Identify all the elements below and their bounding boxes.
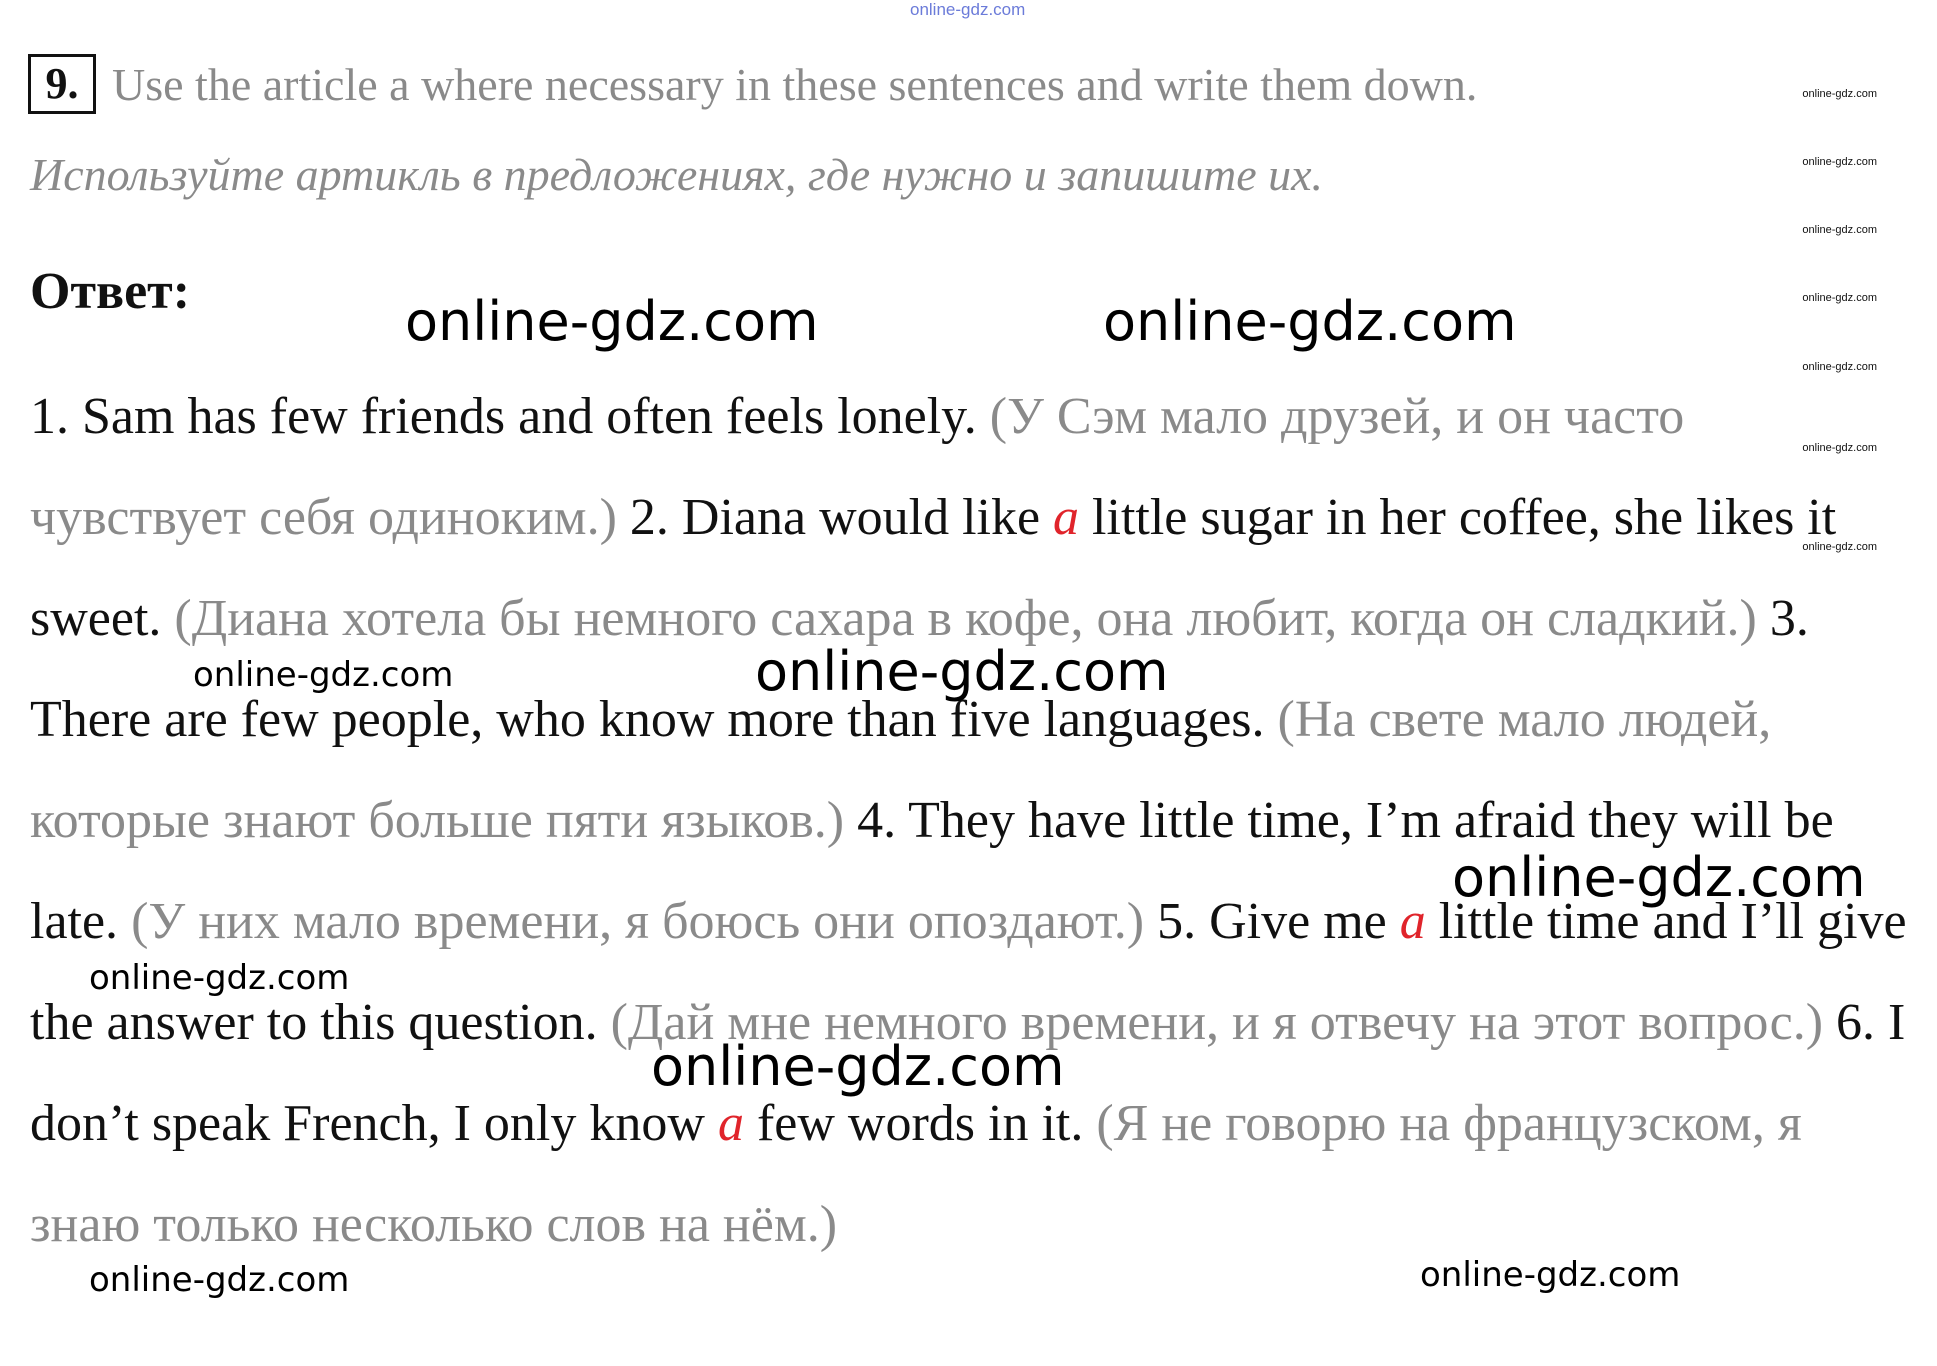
answer-english: 6. I don’t speak French, I only know (30, 994, 1906, 1152)
watermark: online-gdz.com (1802, 156, 1877, 168)
task-header (28, 52, 1477, 116)
answer-russian: (На свете мало людей, которые знают больше пяти языков.) (30, 691, 1772, 849)
watermark: online-gdz.com (1802, 361, 1877, 373)
answer-russian: (Дай мне немного времени, и я отвечу на этот вопрос.) (610, 994, 1824, 1051)
answer-english: few words in it. (743, 1095, 1097, 1152)
watermark: online-gdz.com (1802, 224, 1877, 236)
answer-article: a (1399, 893, 1426, 950)
watermark: online-gdz.com (1802, 292, 1877, 304)
watermark: online-gdz.com (1802, 541, 1877, 553)
watermark: online-gdz.com (89, 958, 350, 998)
answer-russian: (Я не говорю на французском, я знаю только несколько слов на нём.) (30, 1095, 1802, 1253)
answer-english: 1. Sam has few friends and often feels lonely. (30, 388, 990, 445)
watermark: online-gdz.com (651, 1035, 1065, 1098)
answer-label: Ответ: (30, 263, 191, 320)
answer-english: 4. They have little time, I’m afraid they will be late. (30, 792, 1834, 950)
answer-english: little sugar in her coffee, she likes it sweet. (30, 489, 1837, 647)
watermark: online-gdz.com (193, 655, 454, 695)
watermark: online-gdz.com (1802, 442, 1877, 454)
watermark: online-gdz.com (1452, 846, 1866, 909)
task-translation: Используйте артикль в предложениях, где нужно и запишите их. (30, 149, 1324, 200)
watermark: online-gdz.com (1802, 88, 1877, 100)
task-instruction: Use the article a where necessary in these sentences and write them down. (112, 58, 1478, 110)
answer-russian: (У них мало времени, я боюсь они опоздают.) (131, 893, 1145, 950)
answer-english: 3. There are few people, who know more than five languages. (30, 590, 1809, 748)
task-number: 9. (28, 54, 96, 114)
answer-text (30, 366, 1910, 1275)
top-watermark: online-gdz.com (910, 0, 1026, 19)
answer-english: 2. Diana would like (616, 489, 1054, 546)
answer-english: little time and I’ll give the answer to this question. (30, 893, 1907, 1051)
watermark: online-gdz.com (1103, 290, 1517, 353)
watermark: online-gdz.com (405, 290, 819, 353)
answer-english: 5. Give me (1144, 893, 1400, 950)
answer-article: a (717, 1095, 744, 1152)
answer-russian: (Диана хотела бы немного сахара в кофе, она любит, когда он сладкий.) (174, 590, 1757, 647)
watermark: online-gdz.com (755, 640, 1169, 703)
watermark: online-gdz.com (89, 1260, 350, 1300)
answer-article: a (1053, 489, 1080, 546)
answer-russian: (У Сэм мало друзей, и он часто чувствует себя одиноким.) (30, 388, 1685, 546)
watermark: online-gdz.com (1420, 1255, 1681, 1295)
